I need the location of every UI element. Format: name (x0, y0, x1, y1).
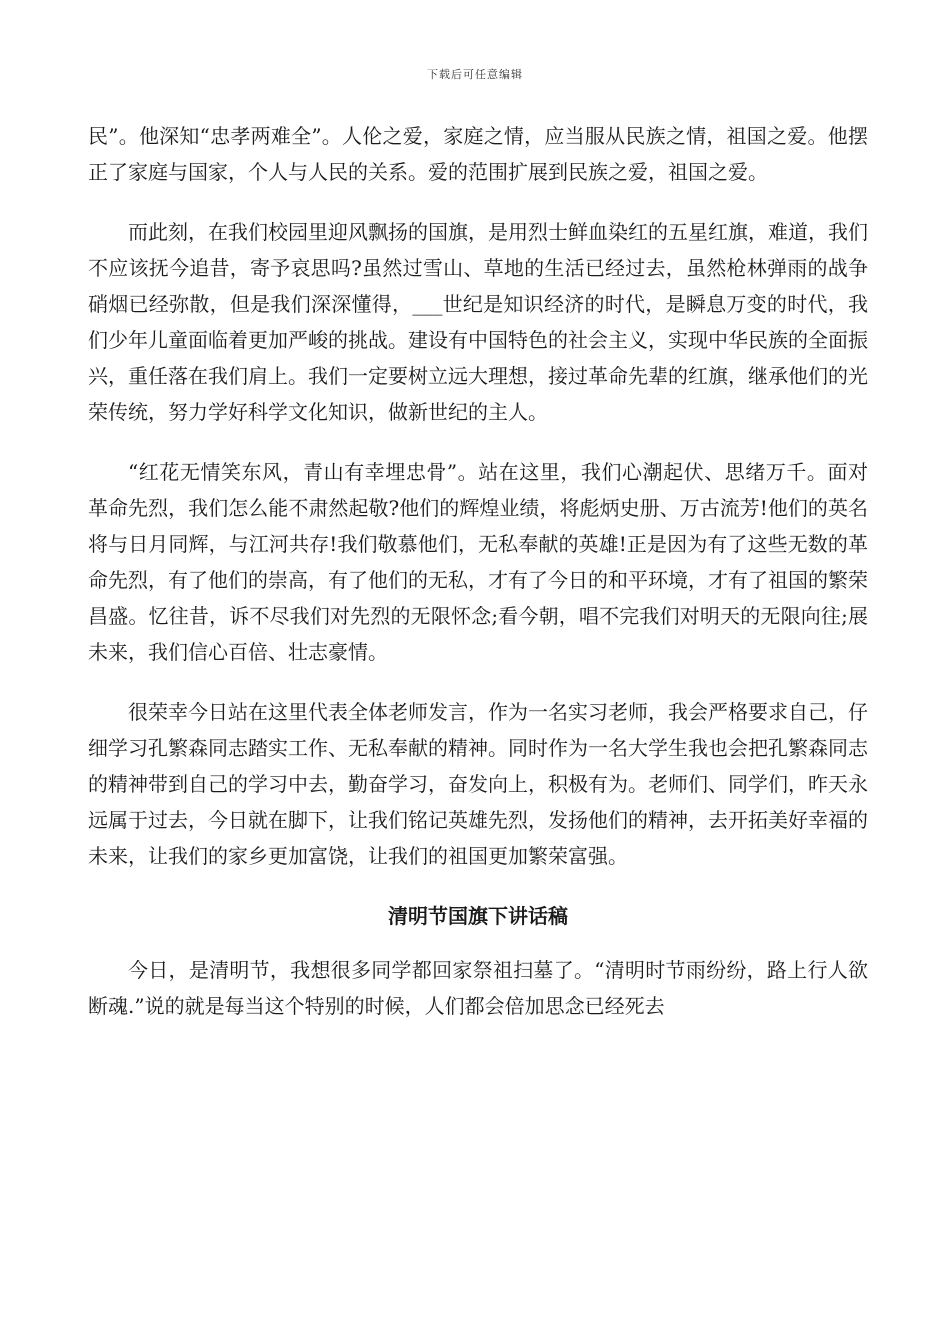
document-body (88, 118, 868, 1048)
paragraph-martyrs: “红花无情笑东风，青山有幸埋忠骨”。站在这里，我们心潮起伏、思绪万千。面对革命先烈，我们怎么能不肃然起敬?他们的辉煌业绩，将彪炳史册、万古流芳!他们的英名将与日月同辉，与江河共存!我们敬慕他们，无私奉献的英雄!正是因为有了这些无数的革命先烈，有了他们的崇高，有了他们的无私，才有了今日的和平环境，才有了祖国的繁荣昌盛。忆往昔，诉不尽我们对先烈的无限怀念;看今朝，唱不完我们对明天的无限向往;展未来，我们信心百倍、壮志豪情。 (88, 460, 868, 664)
paragraph-continued: 民”。他深知“忠孝两难全”。人伦之爱，家庭之情，应当服从民族之情，祖国之爱。他摆正了家庭与国家，个人与人民的关系。爱的范围扩展到民族之爱，祖国之爱。 (88, 124, 868, 184)
page-header-note: 下载后可任意编辑 (427, 68, 523, 81)
section-title: 清明节国旗下讲话稿 (388, 904, 568, 928)
paragraph-teacher-speech: 很荣幸今日站在这里代表全体老师发言，作为一名实习老师，我会严格要求自己，仔细学习孔繁森同志踏实工作、无私奉献的精神。同时作为一名大学生我也会把孔繁森同志的精神带到自己的学习中去，勤奋学习，奋发向上，积极有为。老师们、同学们，昨天永远属于过去，今日就在脚下，让我们铭记英雄先烈，发扬他们的精神，去开拓美好幸福的未来，让我们的家乡更加富饶，让我们的祖国更加繁荣富强。 (88, 700, 868, 868)
paragraph-flag: 而此刻，在我们校园里迎风飘扬的国旗，是用烈士鲜血染红的五星红旗，难道，我们不应该抚今追昔，寄予哀思吗?虽然过雪山、草地的生活已经过去，虽然枪林弹雨的战争硝烟已经弥散，但是我们深深懂得，___世纪是知识经济的时代，是瞬息万变的时代，我们少年儿童面临着更加严峻的挑战。建设有中国特色的社会主义，实现中华民族的全面振兴，重任落在我们肩上。我们一定要树立远大理想，接过革命先辈的红旗，继承他们的光荣传统，努力学好科学文化知识，做新世纪的主人。 (88, 220, 868, 424)
paragraph-qingming: 今日，是清明节，我想很多同学都回家祭祖扫墓了。“清明时节雨纷纷，路上行人欲断魂.”说的就是每当这个特别的时候，人们都会倍加思念已经死去 (88, 958, 868, 1018)
